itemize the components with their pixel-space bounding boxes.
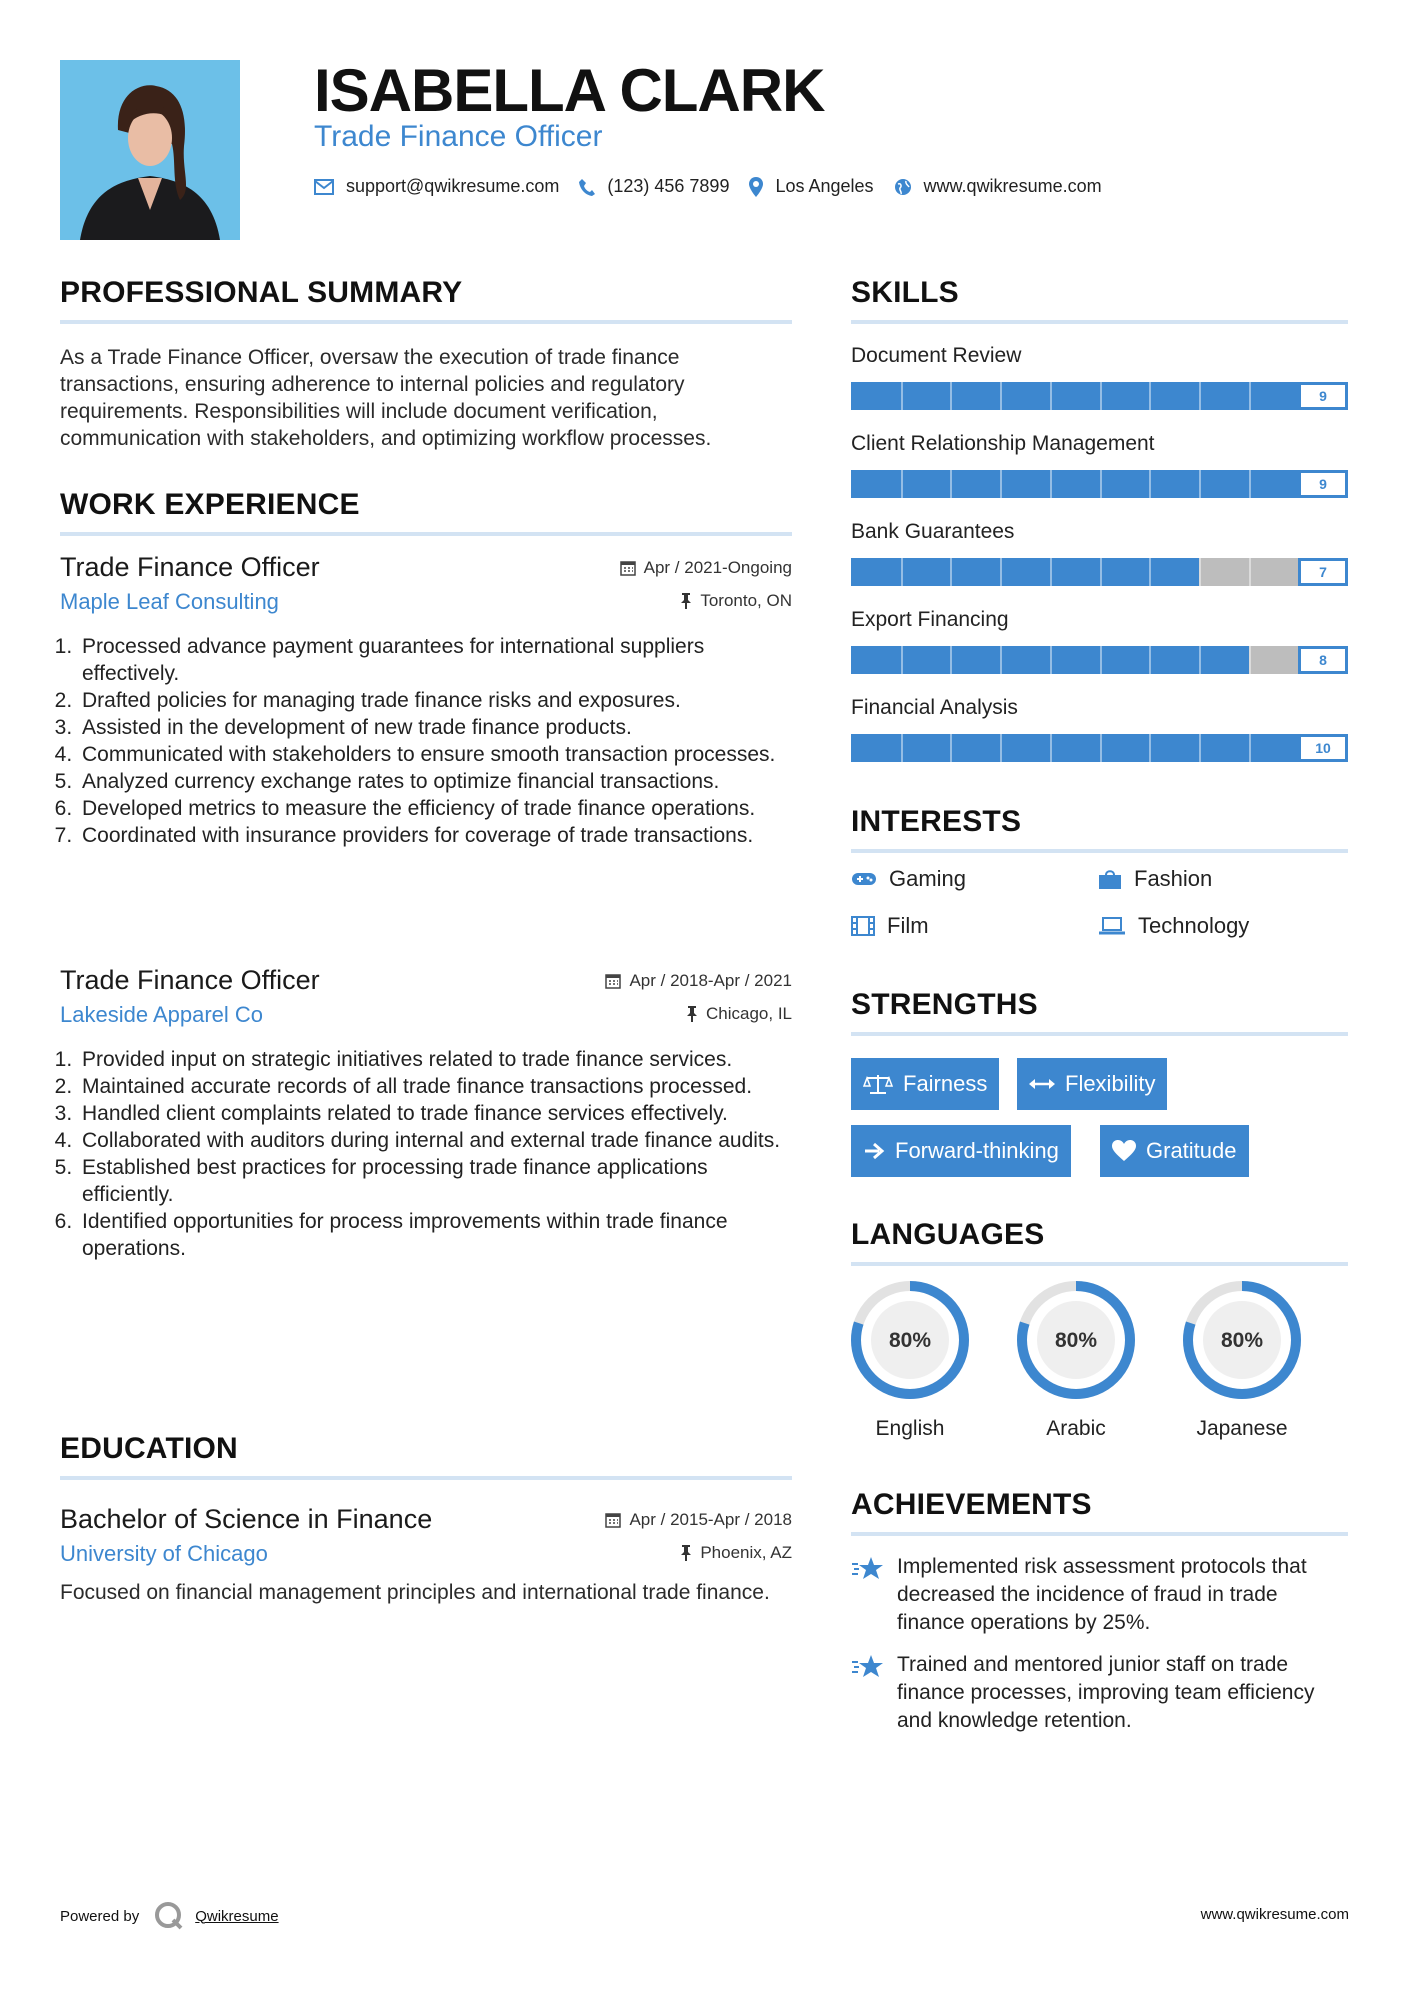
contact-phone[interactable] (579, 176, 729, 197)
powered-by-label: Powered by (60, 1907, 140, 1925)
interest-film (851, 913, 929, 939)
skill-bar-segment (1000, 734, 1002, 762)
section-divider (60, 1476, 792, 1480)
skill-bar-segment (1199, 734, 1201, 762)
heart-icon (1112, 1140, 1136, 1162)
skill-bar-segment (901, 558, 903, 586)
skill-bar (851, 558, 1348, 586)
list-item: 5. Analyzed currency exchange rates to optimize financial transactions. (78, 768, 792, 795)
experience-section (60, 488, 792, 536)
skill-bar-segment (1249, 734, 1251, 762)
skill-bar-segment (950, 382, 952, 410)
interests-heading: INTERESTS (851, 805, 1022, 838)
language-percent: 80% (888, 1329, 932, 1352)
list-item: 5. Established best practices for processing trade finance applications efficiently. (78, 1154, 792, 1208)
achievement-text: Trained and mentored junior staff on trade finance processes, improving team efficiency and knowledge retention. (897, 1653, 1315, 1732)
list-item: 4. Communicated with stakeholders to ensure smooth transaction processes. (78, 741, 792, 768)
job-dates (605, 971, 792, 991)
skill-bar-segment (1249, 646, 1251, 674)
skill-label: Financial Analysis (851, 696, 1018, 719)
job-location-text: Chicago, IL (706, 1004, 792, 1023)
pushpin-icon (686, 1006, 698, 1022)
skill-bar-segment (1050, 470, 1052, 498)
map-marker-icon (749, 177, 763, 197)
interest-label: Technology (1138, 913, 1250, 938)
skill-bar-segment (950, 558, 952, 586)
job-dates-text: Apr / 2021-Ongoing (643, 558, 792, 577)
skill-bar-fill (851, 382, 1298, 410)
interests-section (851, 805, 1348, 853)
job-company[interactable]: Lakeside Apparel Co (60, 1002, 264, 1027)
phone-icon (579, 178, 595, 196)
skill-bar-segment (1149, 734, 1151, 762)
profile-photo (60, 60, 240, 240)
skill-score: 9 (1298, 382, 1348, 410)
skill-bar (851, 646, 1348, 674)
strengths-heading: STRENGTHS (851, 988, 1038, 1021)
skill-bar-segment (950, 470, 952, 498)
list-item: 3. Handled client complaints related to trade finance services effectively. (78, 1100, 792, 1127)
job-location (686, 1004, 792, 1024)
interest-label: Gaming (889, 866, 967, 891)
skill-bar-segment (1199, 470, 1201, 498)
job-entry (60, 552, 792, 849)
languages-section (851, 1218, 1348, 1266)
school-name[interactable]: University of Chicago (60, 1541, 268, 1566)
skill-item (851, 520, 1348, 586)
contact-phone-text: (123) 456 7899 (607, 176, 730, 196)
skill-bar-segment (950, 646, 952, 674)
skill-bar-segment (1050, 734, 1052, 762)
footer-powered-by (60, 1900, 279, 1932)
skill-bar-segment (1149, 470, 1151, 498)
experience-heading: WORK EXPERIENCE (60, 488, 360, 521)
skills-list (851, 344, 1348, 762)
contact-email-text: support@qwikresume.com (346, 176, 560, 196)
pushpin-icon (680, 593, 692, 609)
interest-technology (1098, 913, 1249, 939)
strength-label: Fairness (903, 1071, 988, 1096)
skill-bar-segment (1249, 558, 1251, 586)
contact-website-text: www.qwikresume.com (923, 176, 1102, 196)
skill-bar-segment (1149, 382, 1151, 410)
job-duties-list (60, 1046, 792, 1262)
balance-scale-icon (863, 1073, 893, 1095)
skill-bar-segment (1149, 646, 1151, 674)
section-divider (851, 1262, 1348, 1266)
list-item: 3. Assisted in the development of new trade finance products. (78, 714, 792, 741)
section-divider (851, 320, 1348, 324)
achievement-text: Implemented risk assessment protocols that decreased the incidence of fraud in trade finance operations by 25%. (897, 1555, 1307, 1634)
language-english (848, 1278, 972, 1441)
star-icon (851, 1653, 885, 1681)
envelope-icon (314, 179, 334, 195)
interest-label: Fashion (1134, 866, 1213, 891)
job-title: Trade Finance Officer (60, 552, 320, 582)
skill-item (851, 344, 1348, 410)
skill-bar-fill (851, 558, 1199, 586)
skill-bar-segment (1000, 470, 1002, 498)
language-label: English (875, 1417, 945, 1440)
skill-bar-segment (1100, 382, 1102, 410)
calendar-icon (620, 560, 636, 576)
shopping-bag-icon (1098, 868, 1122, 890)
laptop-icon (1098, 917, 1126, 935)
skills-heading: SKILLS (851, 276, 959, 309)
skill-bar-segment (950, 734, 952, 762)
brand-link[interactable]: Qwikresume (195, 1907, 279, 1925)
skill-bar-segment (1100, 734, 1102, 762)
skill-bar-segment (1249, 382, 1251, 410)
language-percent: 80% (1220, 1329, 1264, 1352)
summary-section (60, 276, 792, 452)
skill-score: 9 (1298, 470, 1348, 498)
skill-bar-segment (1050, 558, 1052, 586)
education-section (60, 1432, 792, 1606)
strength-chip-forward-thinking (851, 1125, 1071, 1177)
contact-location (749, 176, 873, 197)
language-percent: 80% (1054, 1329, 1098, 1352)
skills-section (851, 276, 1348, 784)
skill-bar-segment (901, 734, 903, 762)
achievement-item (851, 1651, 1348, 1735)
contact-email[interactable] (314, 176, 559, 197)
strength-label: Flexibility (1065, 1071, 1156, 1096)
skill-bar-segment (1100, 470, 1102, 498)
job-location-text: Toronto, ON (700, 591, 792, 610)
section-divider (851, 1032, 1348, 1036)
job-title: Trade Finance Officer (60, 965, 320, 995)
education-dates (605, 1510, 792, 1530)
list-item: 6. Identified opportunities for process improvements within trade finance operations. (78, 1208, 792, 1262)
job-company[interactable]: Maple Leaf Consulting (60, 589, 279, 614)
strength-chip-flexibility (1017, 1058, 1167, 1110)
skill-score: 8 (1298, 646, 1348, 674)
interest-label: Film (887, 913, 929, 938)
skill-bar-segment (901, 646, 903, 674)
skill-bar-segment (901, 470, 903, 498)
language-label: Japanese (1196, 1417, 1288, 1440)
skill-bar-segment (1050, 646, 1052, 674)
job-dates (620, 558, 792, 578)
calendar-icon (605, 1512, 621, 1528)
skill-label: Bank Guarantees (851, 520, 1015, 543)
education-description: Focused on financial management principles and international trade finance. (60, 1581, 770, 1604)
qwikresume-logo-icon (153, 1900, 185, 1932)
list-item: 7. Coordinated with insurance providers for coverage of trade transactions. (78, 822, 792, 849)
achievements-heading: ACHIEVEMENTS (851, 1488, 1092, 1521)
skill-label: Client Relationship Management (851, 432, 1155, 455)
section-divider (60, 532, 792, 536)
interest-fashion (1098, 866, 1212, 892)
interest-gaming (851, 866, 966, 892)
film-icon (851, 916, 875, 936)
achievements-section (851, 1488, 1348, 1536)
strength-chip-gratitude (1100, 1125, 1249, 1177)
skill-bar (851, 734, 1348, 762)
education-location-text: Phoenix, AZ (700, 1543, 792, 1562)
list-item: 1. Processed advance payment guarantees for international suppliers effectively. (78, 633, 792, 687)
skill-bar (851, 382, 1348, 410)
skill-bar-segment (1000, 558, 1002, 586)
skill-score: 7 (1298, 558, 1348, 586)
contact-website[interactable] (894, 176, 1102, 197)
strength-label: Gratitude (1146, 1138, 1237, 1163)
section-divider (851, 1532, 1348, 1536)
skill-bar-segment (1249, 470, 1251, 498)
list-item: 2. Maintained accurate records of all trade finance transactions processed. (78, 1073, 792, 1100)
strength-chip-fairness (851, 1058, 999, 1110)
contact-bar (314, 176, 1122, 197)
language-japanese (1180, 1278, 1304, 1441)
summary-heading: PROFESSIONAL SUMMARY (60, 276, 463, 309)
calendar-icon (605, 973, 621, 989)
skill-bar (851, 470, 1348, 498)
list-item: 2. Drafted policies for managing trade finance risks and exposures. (78, 687, 792, 714)
skill-bar-segment (901, 382, 903, 410)
language-ring (848, 1278, 972, 1402)
language-arabic (1014, 1278, 1138, 1441)
skill-label: Export Financing (851, 608, 1009, 631)
job-location (680, 591, 792, 611)
skill-item (851, 696, 1348, 762)
globe-icon (894, 178, 912, 196)
achievement-item (851, 1553, 1348, 1637)
list-item: 4. Collaborated with auditors during internal and external trade finance audits. (78, 1127, 792, 1154)
language-label: Arabic (1046, 1417, 1106, 1440)
education-heading: EDUCATION (60, 1432, 238, 1465)
skill-bar-segment (1199, 382, 1201, 410)
skill-item (851, 608, 1348, 674)
list-item: 1. Provided input on strategic initiatives related to trade finance services. (78, 1046, 792, 1073)
skill-bar-segment (1149, 558, 1151, 586)
gamepad-icon (851, 871, 877, 887)
job-entry (60, 965, 792, 1262)
skill-bar-segment (1000, 646, 1002, 674)
language-ring (1180, 1278, 1304, 1402)
job-duties-list (60, 633, 792, 849)
strength-label: Forward-thinking (895, 1138, 1059, 1163)
summary-text: As a Trade Finance Officer, oversaw the execution of trade finance transactions, ensuring adherence to internal policies and regulatory requirements. Responsibilities will include document verification, communication with stakeholders, and optimizing workflow processes. (60, 346, 712, 450)
star-icon (851, 1555, 885, 1583)
contact-location-text: Los Angeles (775, 176, 874, 196)
language-ring (1014, 1278, 1138, 1402)
footer-website[interactable]: www.qwikresume.com (1200, 1906, 1349, 1923)
arrow-right-icon (863, 1141, 885, 1161)
section-divider (851, 849, 1348, 853)
skill-bar-segment (1199, 646, 1201, 674)
section-divider (60, 320, 792, 324)
skill-item (851, 432, 1348, 498)
skill-bar-segment (1199, 558, 1201, 586)
skill-label: Document Review (851, 344, 1022, 367)
skill-bar-segment (1100, 558, 1102, 586)
arrows-horizontal-icon (1029, 1077, 1055, 1091)
skill-bar-segment (1000, 382, 1002, 410)
candidate-name: ISABELLA CLARK (314, 57, 825, 124)
languages-heading: LANGUAGES (851, 1218, 1045, 1251)
list-item: 6. Developed metrics to measure the efficiency of trade finance operations. (78, 795, 792, 822)
education-location (680, 1543, 792, 1563)
candidate-role: Trade Finance Officer (314, 120, 603, 153)
skill-bar-fill (851, 470, 1298, 498)
degree-title: Bachelor of Science in Finance (60, 1504, 433, 1534)
job-dates-text: Apr / 2018-Apr / 2021 (629, 971, 792, 990)
skill-bar-segment (1100, 646, 1102, 674)
pushpin-icon (680, 1545, 692, 1561)
skill-score: 10 (1298, 734, 1348, 762)
strengths-section (851, 988, 1348, 1036)
education-dates-text: Apr / 2015-Apr / 2018 (629, 1510, 792, 1529)
skill-bar-segment (1050, 382, 1052, 410)
